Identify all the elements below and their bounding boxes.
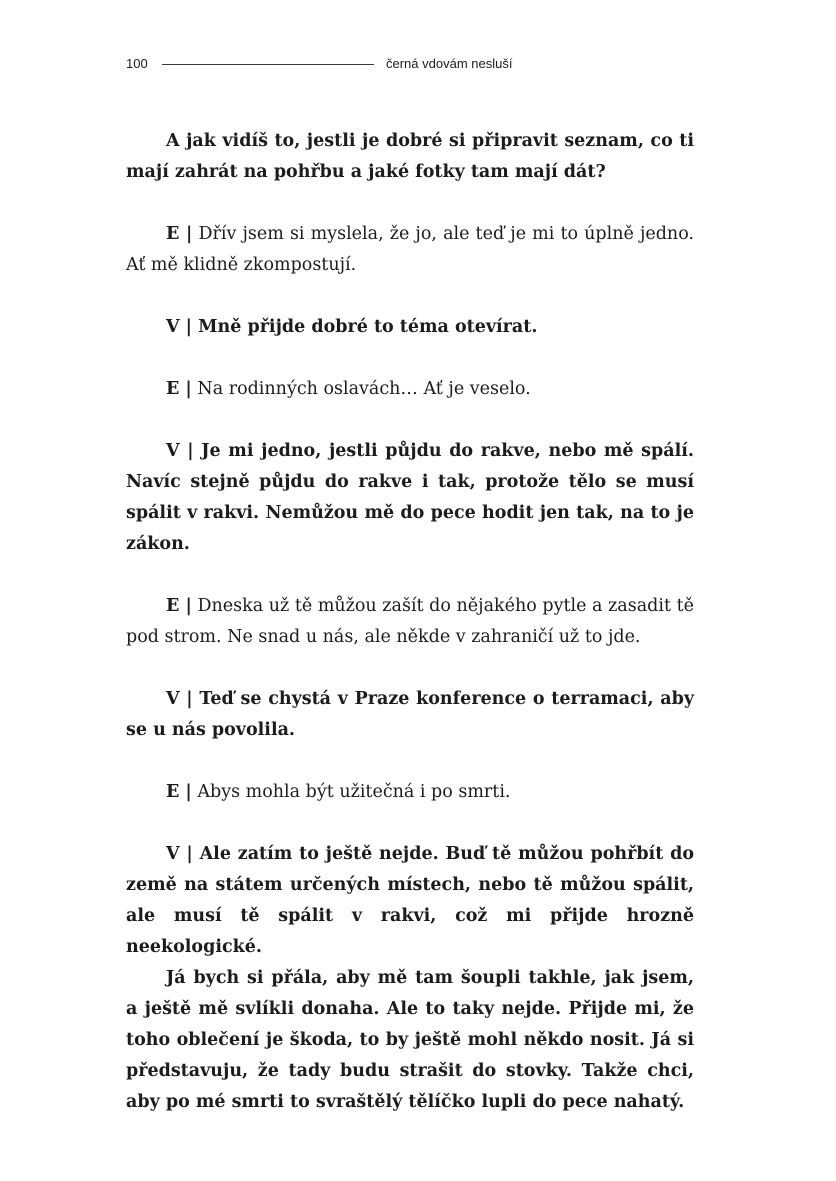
paragraph-text: Je mi jedno, jestli půjdu do rakve, nebo mě spálí. Navíc stejně půjdu do rakve i tak, protože tělo se musí spálit v rakvi. Nemůžou mě do pece hodit jen tak, na to je zákon. [126,441,694,554]
answer-paragraph-v [126,312,694,343]
speaker-label-e: E | [166,224,193,244]
answer-paragraph-v [126,839,694,963]
paragraph-text: Na rodinných oslavách… Ať je veselo. [197,379,531,399]
paragraph-text: Dneska už tě můžou zašít do nějakého pytle a zasadit tě pod strom. Ne snad u nás, ale někde v zahraničí už to jde. [126,596,694,647]
answer-paragraph-v [126,684,694,746]
header-rule [162,64,374,65]
question-paragraph [126,126,694,188]
speaker-label-v: V | [166,844,193,864]
running-header [126,54,526,74]
answer-paragraph-e [126,777,694,808]
page-number: 100 [126,56,148,71]
speaker-label-e: E | [166,596,192,616]
speaker-label-v: V | [166,689,193,709]
answer-paragraph-e [126,219,694,281]
paragraph-text: A jak vidíš to, jestli je dobré si připravit seznam, co ti mají zahrát na pohřbu a jaké fotky tam mají dát? [126,131,694,182]
paragraph-text: Dřív jsem si myslela, že jo, ale teď je mi to úplně jedno. Ať mě klidně zkompostují. [126,224,694,275]
paragraph-text: Já bych si přála, aby mě tam šoupli takhle, jak jsem, a ještě mě svlíkli donaha. Ale to taky nejde. Přijde mi, že toho oblečení je škoda, to by ještě mohl někdo nosit. Já si představuju, že tady budu strašit do stovky. Takže chci, aby po mé smrti to svraštělý tělíčko lupli do pece nahatý. [126,968,694,1112]
paragraph-text: Ale zatím to ještě nejde. Buď tě můžou pohřbít do země na státem určených místech, nebo tě můžou spálit, ale musí tě spálit v rakvi, což mi přijde hrozně neekologické. [126,844,695,957]
running-title: černá vdovám nesluší [386,56,513,71]
speaker-label-v: V | [166,317,193,337]
continuation-paragraph-v [126,963,694,1118]
answer-paragraph-e [126,591,694,653]
speaker-label-v: V | [166,441,194,461]
paragraph-text: Mně přijde dobré to téma otevírat. [198,317,538,337]
paragraph-text: Teď se chystá v Praze konference o terramaci, aby se u nás povolila. [126,689,694,740]
paragraph-text: Abys mohla být užitečná i po smrti. [197,782,511,802]
answer-paragraph-e [126,374,694,405]
answer-paragraph-v [126,436,694,560]
speaker-label-e: E | [166,379,192,399]
interview-body [126,126,694,1118]
speaker-label-e: E | [166,782,192,802]
